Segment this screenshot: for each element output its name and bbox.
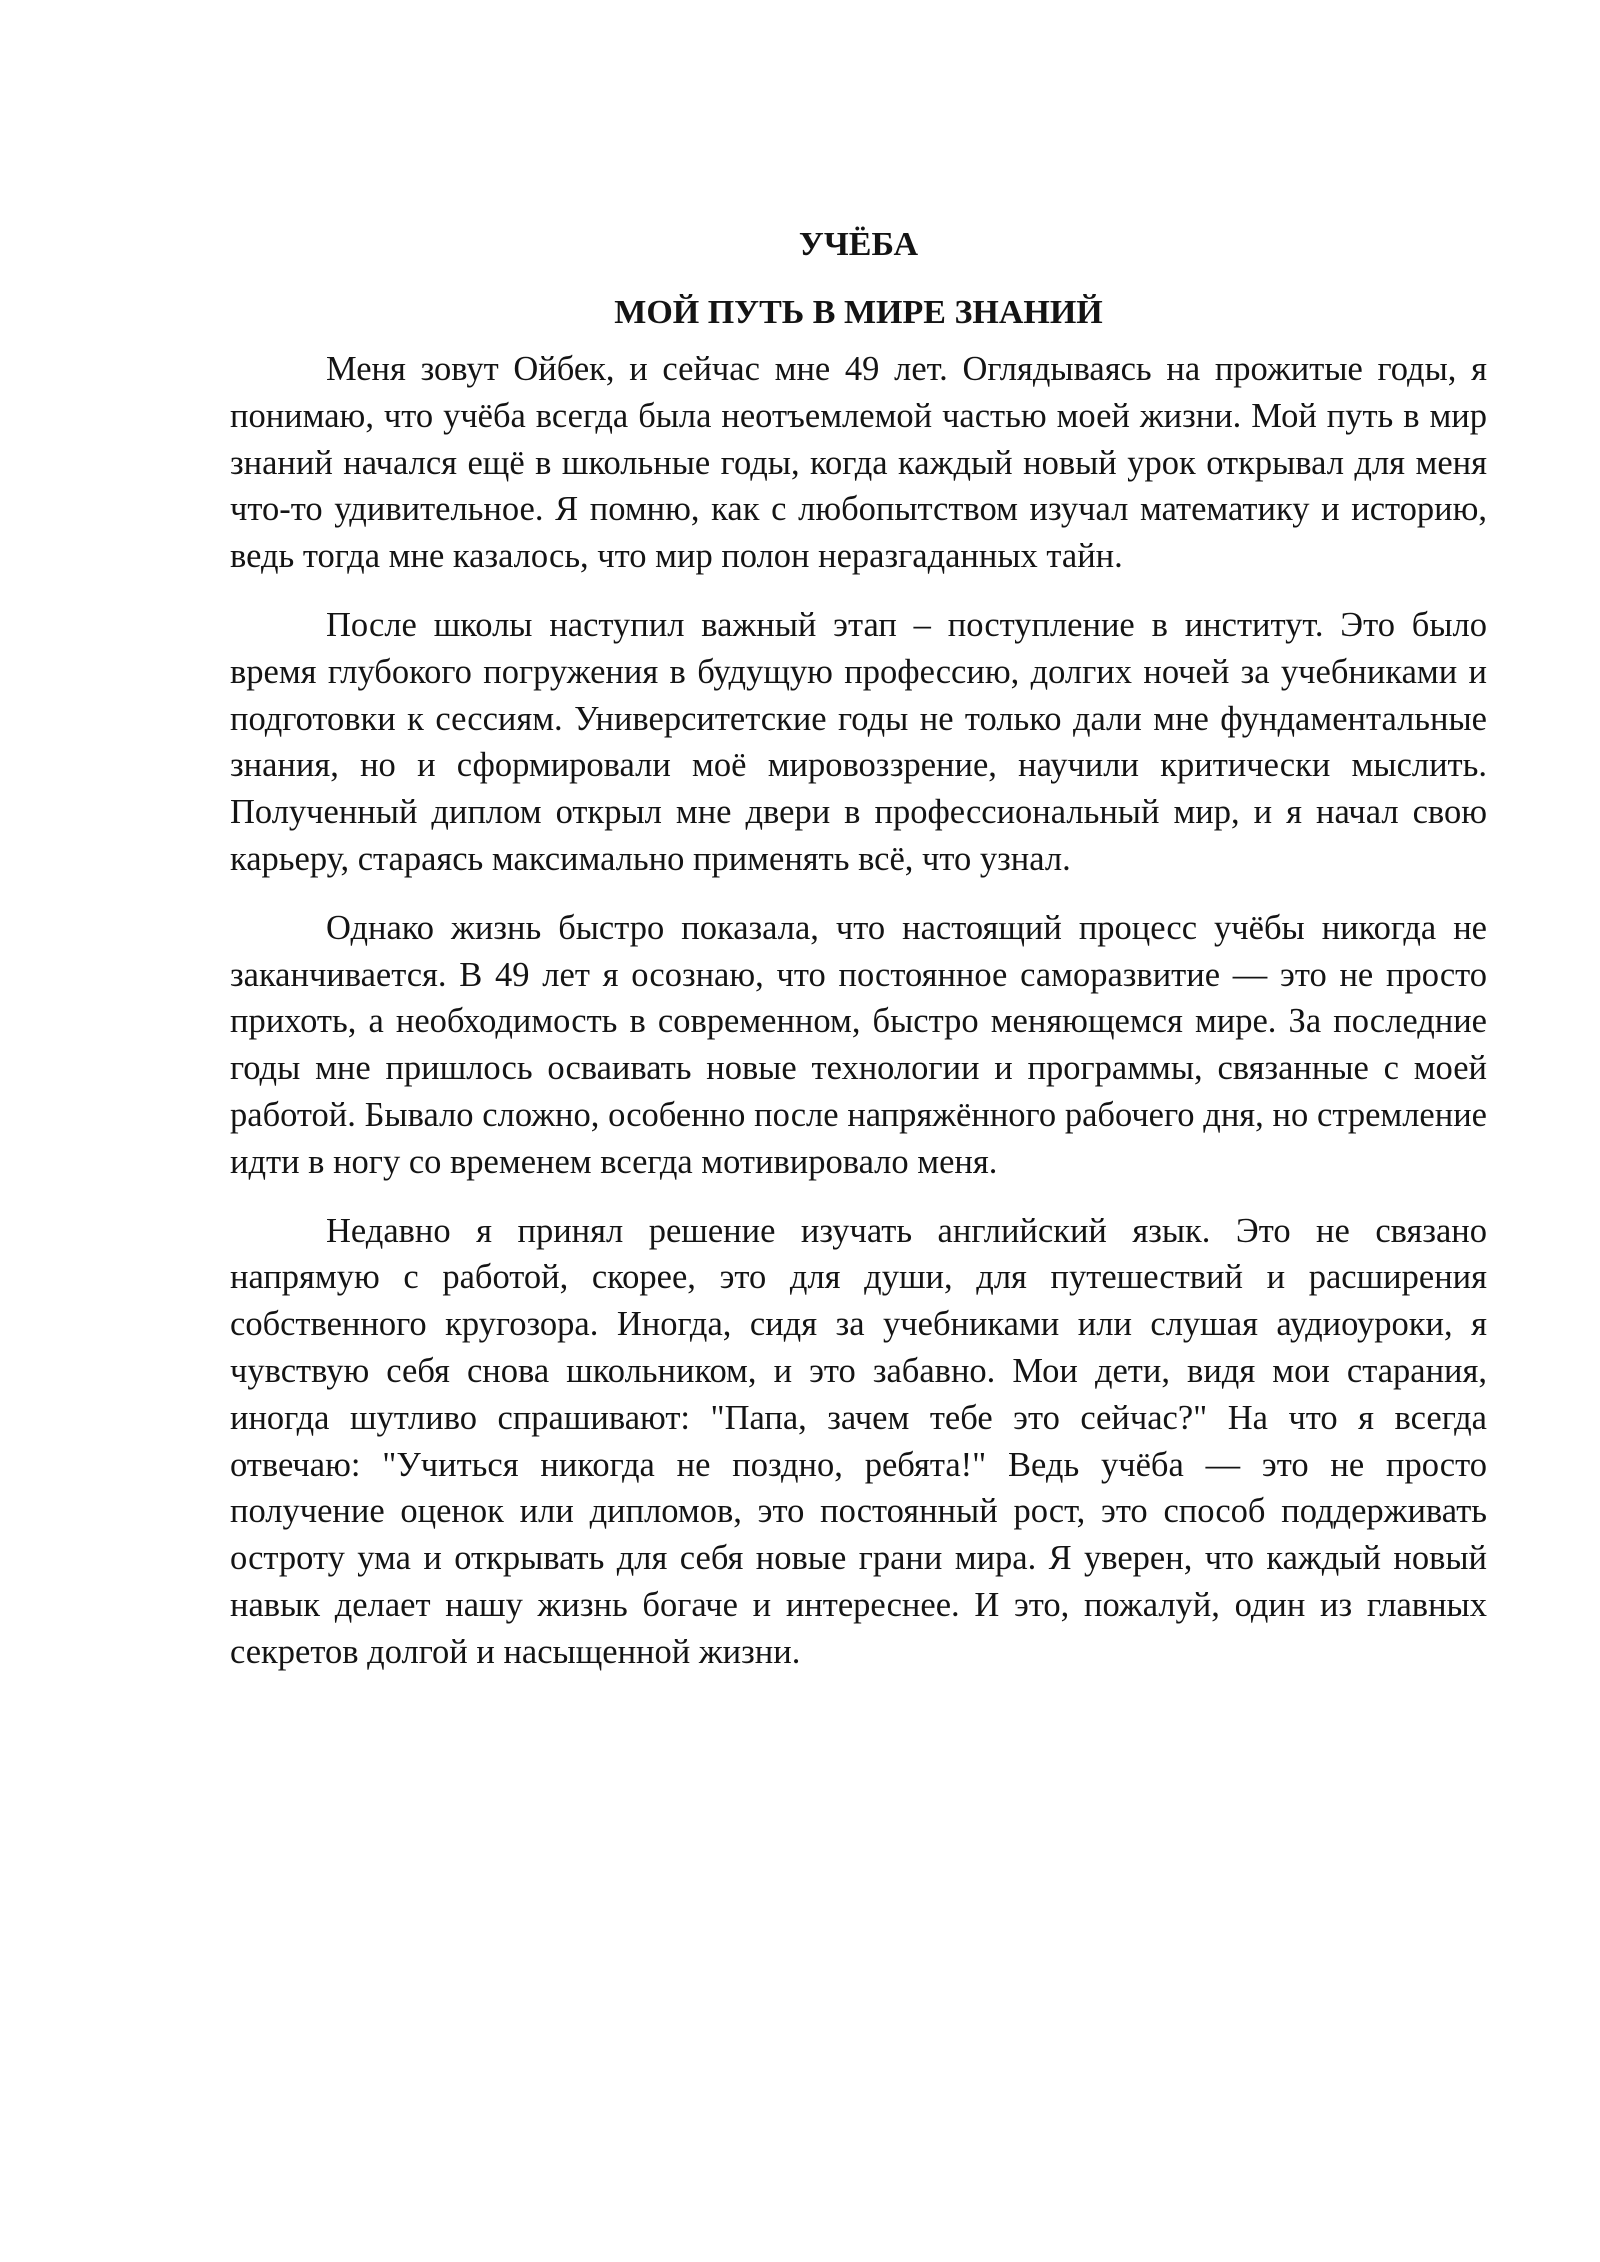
paragraph-4: Недавно я принял решение изучать английский язык. Это не связано напрямую с работой, скорее, это для души, для путешествий и расширения собственного кругозора. Иногда, сидя за учебниками или слушая аудиоуроки, я чувствую себя снова школьником, и это забавно. Мои дети, видя мои старания, иногда шутливо спрашивают: "Папа, зачем тебе это сейчас?" На что я всегда отвечаю: "Учиться никогда не поздно, ребята!" Ведь учёба — это не просто получение оценок или дипломов, это постоянный рост, это способ поддерживать остроту ума и открывать для себя новые грани мира. Я уверен, что каждый новый навык делает нашу жизнь богаче и интереснее. И это, пожалуй, один из главных секретов долгой и насыщенной жизни. bbox=[230, 1211, 1487, 1671]
paragraph-2: После школы наступил важный этап – поступление в институт. Это было время глубокого погружения в будущую профессию, долгих ночей за учебниками и подготовки к сессиям. Университетские годы не только дали мне фундаментальные знания, но и сформировали моё мировоззрение, научили критически мыслить. Полученный диплом открыл мне двери в профессиональный мир, и я начал свою карьеру, стараясь максимально применять всё, что узнал. bbox=[230, 605, 1487, 878]
document-title: УЧЁБА bbox=[798, 226, 919, 263]
paragraph-3: Однако жизнь быстро показала, что настоящий процесс учёбы никогда не заканчивается. В 49 лет я осознаю, что постоянное саморазвитие — это не просто прихоть, а необходимость в современном, быстро меняющемся мире. За последние годы мне пришлось осваивать новые технологии и программы, связанные с моей работой. Бывало сложно, особенно после напряжённого рабочего дня, но стремление идти в ногу со временем всегда мотивировало меня. bbox=[230, 908, 1487, 1181]
document-body bbox=[230, 222, 1487, 1676]
paragraph-1: Меня зовут Ойбек, и сейчас мне 49 лет. Оглядываясь на прожитые годы, я понимаю, что учёба всегда была неотъемлемой частью моей жизни. Мой путь в мир знаний начался ещё в школьные годы, когда каждый новый урок открывал для меня что-то удивительное. Я помню, как с любопытством изучал математику и историю, ведь тогда мне казалось, что мир полон неразгаданных тайн. bbox=[230, 350, 1487, 576]
document-subtitle: МОЙ ПУТЬ В МИРЕ ЗНАНИЙ bbox=[614, 294, 1103, 331]
